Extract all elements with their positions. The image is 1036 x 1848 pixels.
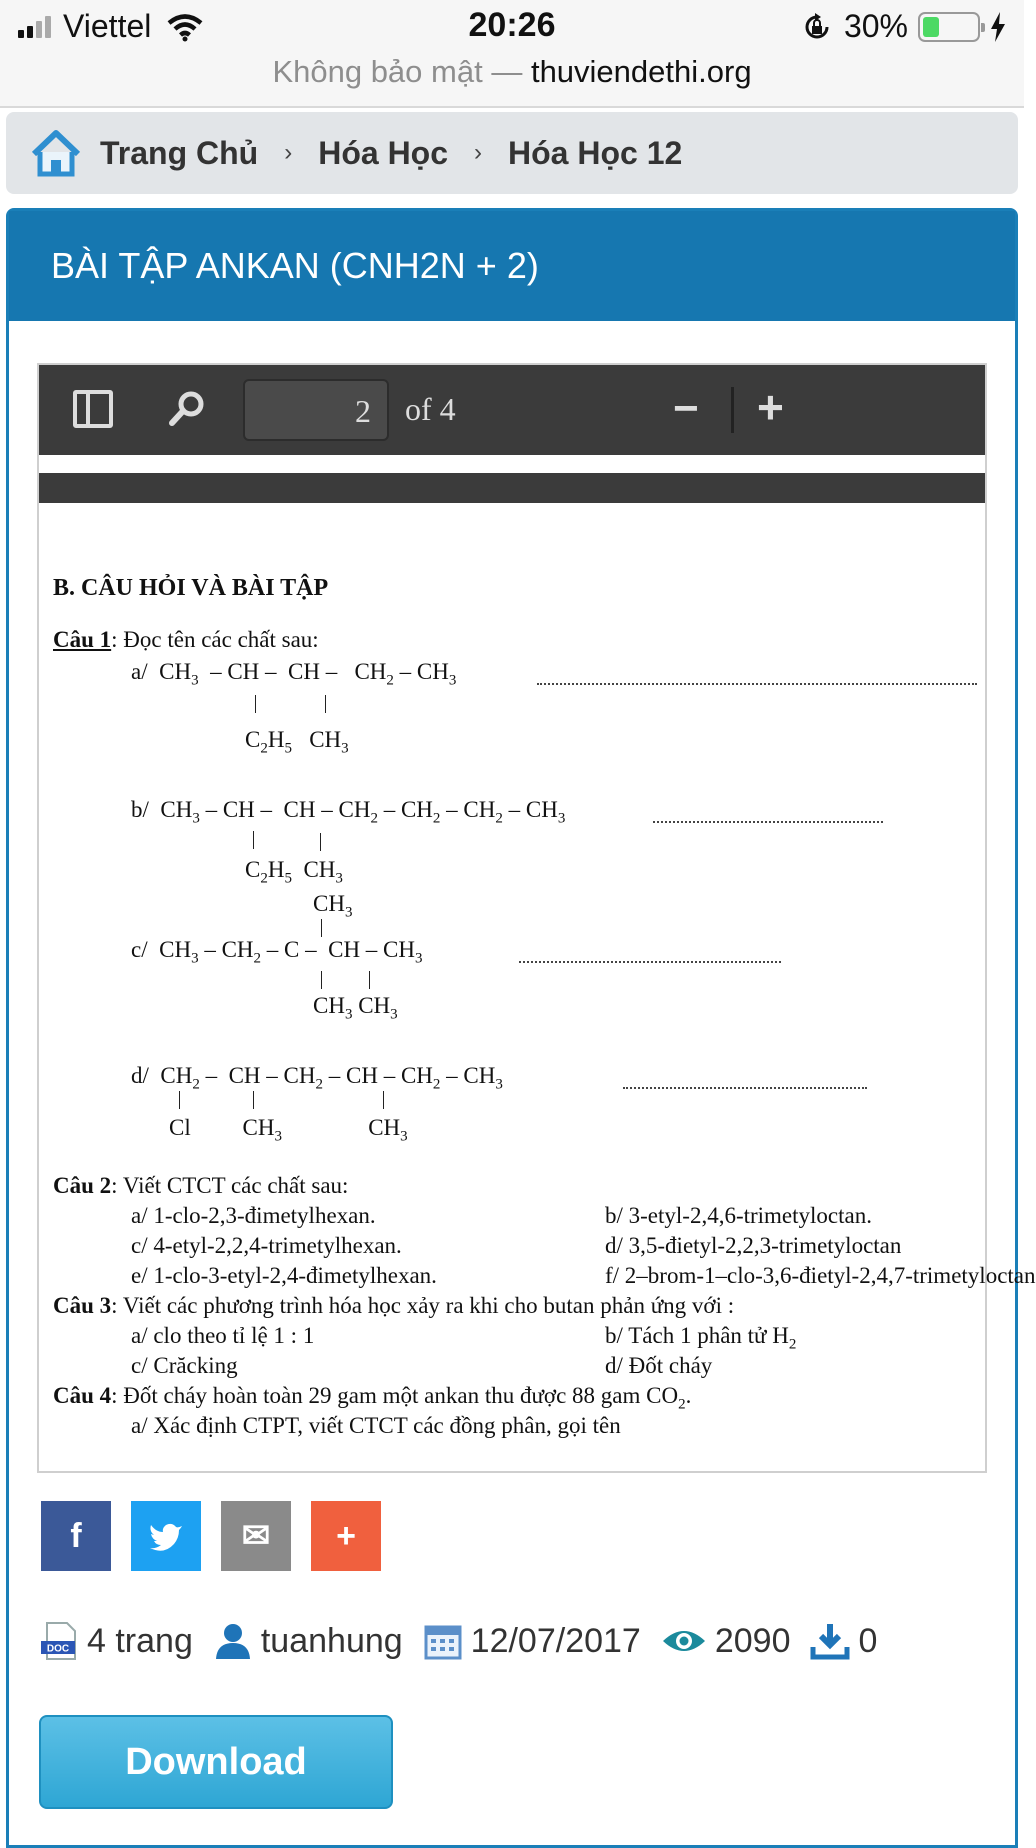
pdf-viewer[interactable]: 2 of 4 − + B. CÂU HỎI VÀ BÀI TẬP Câu 1: Đọc tên các chất sau: a/ $CH_3$ – CH – CH – $CH_2 - CH_3$ $C_2H_5$ $CH_3$ b/ $CH_3$ – CH – CH – $CH_2 - CH_2 - CH_2 - CH_3$ $C_2H_5$ $CH_3$ $CH_3$ c/ $CH_3 - CH_2$ – C – CH – $CH_3$ $CH_3$ $CH_3$ d/ $CH_2$ – CH – $CH_2$ – CH – $CH_2 - CH_3$ Cl $CH_3$ $CH_3$ Câu 2: Viết CTCT các chất sau: a/ 1-clo-2,3-đimetylhexan. b/ 3-etyl-2,4,6-trimetyloctan. c/ 4-etyl-2,2,4-trimetylhexan. d/ 3,5-đietyl-2,2,3-trimetyloctan e/ 1-clo-3-etyl-2,4-đimetylhexan. f/ 2–brom-1–clo-3,6-đietyl-2,4,7-trimetyloctan Câu 3: Viết các phương trình hóa học xảy ra khi cho butan phản ứng với : a/ clo theo tỉ lệ 1 : 1 b/ Tách 1 phân tử $H_2$ c/ Crăcking d/ Đốt cháy Câu 4: Đốt cháy hoàn toàn 29 gam một ankan thu được 88 gam $CO_2$. a/ Xác định CTPT, viết CTCT các đồng phân, gọi tên xyxy=(37,363,987,1473)
formula-d: d/ $CH_2$ – CH – $CH_2$ – CH – $CH_2 - CH_3$ xyxy=(131,1063,503,1093)
twitter-share-button[interactable] xyxy=(131,1501,201,1571)
question-label: Câu 3 xyxy=(53,1293,112,1318)
not-secure-label: Không bảo mật — xyxy=(272,54,523,89)
q2-item: d/ 3,5-đietyl-2,2,3-trimetyloctan xyxy=(605,1233,902,1258)
battery-percent: 30% xyxy=(843,8,908,44)
battery-icon xyxy=(918,12,980,42)
views-meta xyxy=(661,1621,791,1661)
formula-c: c/ $CH_3 - CH_2$ – C – CH – $CH_3$ xyxy=(131,937,423,967)
breadcrumb-chemistry-12[interactable]: Hóa Học 12 xyxy=(508,134,683,171)
carrier-name: Viettel xyxy=(63,8,152,44)
author-meta[interactable] xyxy=(213,1621,403,1661)
toolbar-divider xyxy=(731,387,734,433)
calendar-icon xyxy=(423,1621,463,1661)
author-name: tuanhung xyxy=(260,1621,403,1660)
q3-item: a/ clo theo tỉ lệ 1 : 1 xyxy=(131,1323,315,1348)
address-bar[interactable] xyxy=(0,52,1024,108)
question-label: Câu 1 xyxy=(53,627,112,652)
q2-item: e/ 1-clo-3-etyl-2,4-đimetylhexan. xyxy=(131,1263,437,1288)
upload-date: 12/07/2017 xyxy=(470,1621,641,1660)
twitter-icon xyxy=(149,1522,183,1550)
download-icon xyxy=(810,1621,850,1661)
page-separator xyxy=(39,473,985,503)
formula-c-branches: $CH_3$ $CH_3$ xyxy=(313,993,398,1023)
question-1 xyxy=(53,627,319,653)
formula-a: a/ $CH_3$ – CH – CH – $CH_2 - CH_3$ xyxy=(131,659,457,689)
doc-file-icon xyxy=(39,1621,79,1661)
question-text: : Viết các phương trình hóa học xảy ra khi cho butan phản ứng với : xyxy=(111,1293,735,1318)
sidebar-toggle-icon[interactable] xyxy=(73,390,113,428)
breadcrumb xyxy=(6,112,1018,194)
question-4: Câu 4: Đốt cháy hoàn toàn 29 gam một ankan thu được 88 gam $CO_2$. xyxy=(53,1383,692,1413)
page-title: BÀI TẬP ANKAN (CNH2N + 2) xyxy=(9,211,1015,321)
facebook-icon: f xyxy=(70,1516,82,1555)
date-meta xyxy=(423,1621,641,1661)
formula-b-branches: $C_2H_5$ $CH_3$ xyxy=(245,857,343,887)
download-button[interactable]: Download xyxy=(39,1715,393,1809)
breadcrumb-home[interactable]: Trang Chủ xyxy=(100,134,259,171)
eye-icon xyxy=(661,1621,707,1661)
chevron-right-icon: › xyxy=(474,139,483,166)
q2-item: c/ 4-etyl-2,2,4-trimetylhexan. xyxy=(131,1233,402,1258)
q3-item: b/ Tách 1 phân tử $H_2$ xyxy=(605,1323,797,1353)
search-icon[interactable] xyxy=(167,389,207,429)
email-icon: ✉ xyxy=(241,1517,271,1555)
question-label: Câu 2 xyxy=(53,1173,112,1198)
home-icon[interactable] xyxy=(28,128,84,178)
q3-item: c/ Crăcking xyxy=(131,1353,238,1378)
more-share-button[interactable] xyxy=(311,1501,381,1571)
document-meta xyxy=(39,1621,897,1661)
svg-text:DOC: DOC xyxy=(46,1643,70,1655)
formula-b: b/ $CH_3$ – CH – CH – $CH_2 - CH_2 - CH_2 - CH_3$ xyxy=(131,797,566,827)
facebook-share-button[interactable] xyxy=(41,1501,111,1571)
breadcrumb-chemistry[interactable]: Hóa Học xyxy=(318,134,449,171)
chevron-right-icon: › xyxy=(284,139,293,166)
email-share-button[interactable] xyxy=(221,1501,291,1571)
charging-icon xyxy=(990,12,1006,42)
question-2 xyxy=(53,1173,348,1199)
page-number-input[interactable]: 2 xyxy=(243,379,389,441)
question-text: : Đọc tên các chất sau: xyxy=(111,627,319,652)
page-count-text: 4 trang xyxy=(87,1621,193,1660)
page-count: of 4 xyxy=(405,391,456,427)
document-card xyxy=(6,208,1036,1848)
q4-item: a/ Xác định CTPT, viết CTCT các đồng phân, gọi tên xyxy=(131,1413,621,1438)
zoom-out-button[interactable]: − xyxy=(673,384,699,433)
plus-icon: + xyxy=(336,1516,356,1555)
question-label: Câu 4 xyxy=(53,1383,112,1408)
q2-item: f/ 2–brom-1–clo-3,6-đietyl-2,4,7-trimetyloctan xyxy=(605,1263,1036,1288)
question-3 xyxy=(53,1293,734,1319)
page-count-meta xyxy=(39,1621,193,1661)
q3-item: d/ Đốt cháy xyxy=(605,1353,713,1378)
pdf-toolbar xyxy=(39,365,985,455)
status-bar xyxy=(0,0,1024,56)
rotation-lock-icon xyxy=(800,10,834,44)
share-bar xyxy=(41,1501,381,1571)
zoom-in-button[interactable]: + xyxy=(757,381,784,433)
formula-a-branches: $C_2H_5$ $CH_3$ xyxy=(245,727,349,757)
q2-item: b/ 3-etyl-2,4,6-trimetyloctan. xyxy=(605,1203,872,1228)
download-count: 0 xyxy=(858,1621,878,1660)
user-icon xyxy=(213,1621,253,1661)
formula-d-branches: Cl $CH_3$ $CH_3$ xyxy=(169,1115,408,1145)
downloads-meta xyxy=(810,1621,877,1661)
question-text: : Viết CTCT các chất sau: xyxy=(111,1173,349,1198)
question-text: : Đốt cháy hoàn toàn 29 gam một ankan thu được 88 gam CO xyxy=(111,1383,679,1408)
url-host: thuviendethi.org xyxy=(530,54,752,89)
clock: 20:26 xyxy=(468,6,556,44)
q2-item: a/ 1-clo-2,3-đimetylhexan. xyxy=(131,1203,376,1228)
view-count: 2090 xyxy=(714,1621,791,1660)
section-heading: B. CÂU HỎI VÀ BÀI TẬP xyxy=(53,575,329,601)
